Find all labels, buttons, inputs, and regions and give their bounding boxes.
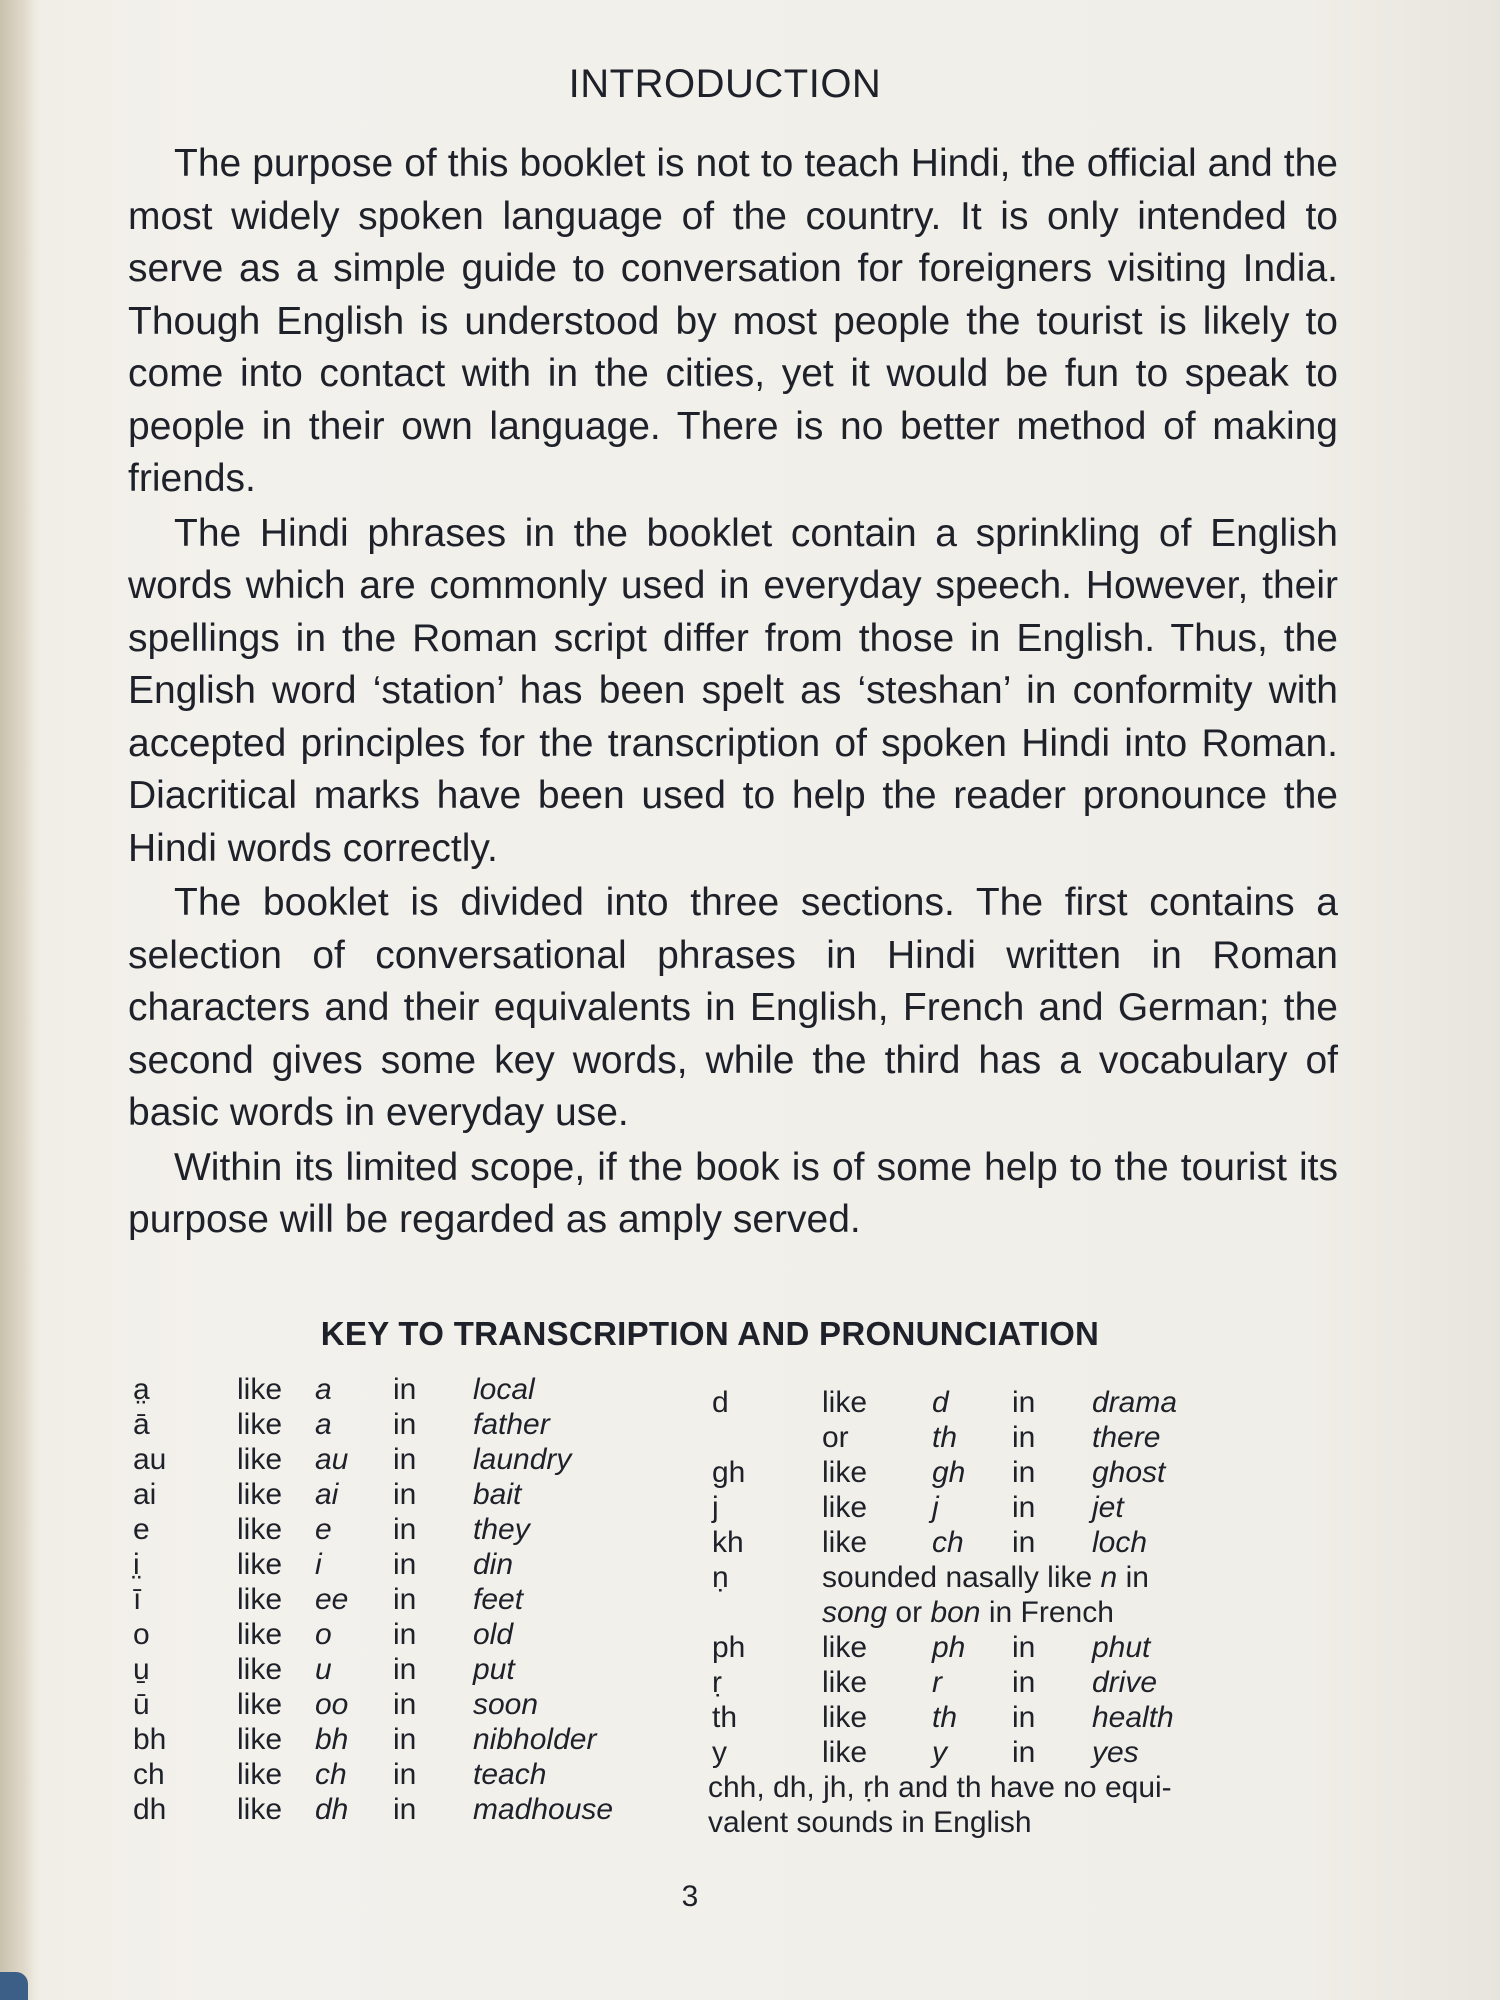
key-example: y — [932, 1736, 947, 1769]
key-example: ee — [315, 1583, 349, 1616]
key-footnote-line: valent sounds in English — [708, 1806, 1032, 1839]
key-like: like — [237, 1583, 283, 1616]
key-example: ch — [932, 1526, 964, 1559]
key-like: like — [822, 1526, 868, 1559]
key-in: in — [1012, 1526, 1036, 1559]
key-in: in — [393, 1793, 417, 1826]
key-word: nibholder — [473, 1723, 597, 1756]
key-in: in — [1012, 1456, 1036, 1489]
key-example: au — [315, 1443, 349, 1476]
key-in: in — [1012, 1386, 1036, 1419]
key-symbol: a̤ — [133, 1373, 150, 1406]
key-note-example: n — [1100, 1561, 1118, 1594]
key-in: in — [393, 1443, 417, 1476]
key-example: gh — [932, 1456, 966, 1489]
key-example: o — [315, 1618, 332, 1651]
key-word: they — [473, 1513, 530, 1546]
key-word: yes — [1092, 1736, 1139, 1769]
paragraph-purpose: The purpose of this booklet is not to teach Hindi, the official and the most widely spoken language of the country. It is only intended to serve as a simple guide to conversation for foreigners visiting India. Though English is understood by most people the tourist is likely to come into contact with in the cities, yet it would be fun to speak to people in their own language. There is no better method of making friends. — [128, 142, 1338, 500]
key-in: in — [1012, 1631, 1036, 1664]
key-example: r — [932, 1666, 942, 1699]
key-in: in — [393, 1688, 417, 1721]
key-in: in — [1012, 1491, 1036, 1524]
key-in: in — [393, 1583, 417, 1616]
key-note — [822, 1595, 1114, 1630]
key-like: like — [237, 1443, 283, 1476]
key-symbol: ai — [133, 1478, 157, 1511]
key-note-text: in — [1125, 1561, 1149, 1594]
key-word: bait — [473, 1478, 522, 1511]
key-word: father — [473, 1408, 550, 1441]
key-example: th — [932, 1421, 958, 1454]
page-title: INTRODUCTION — [568, 62, 882, 106]
key-like: like — [822, 1491, 868, 1524]
key-like: like — [237, 1478, 283, 1511]
key-like: like — [822, 1701, 868, 1734]
key-like: like — [237, 1653, 283, 1686]
key-like: like — [237, 1548, 283, 1581]
key-in: in — [393, 1408, 417, 1441]
key-example: bh — [315, 1723, 349, 1756]
key-example: oo — [315, 1688, 349, 1721]
key-symbol: ṛ — [712, 1666, 722, 1699]
key-example: dh — [315, 1793, 349, 1826]
key-symbol: au — [133, 1443, 167, 1476]
key-like: like — [822, 1736, 868, 1769]
paragraph-sections: The booklet is divided into three sections. The first contains a selection of conversational phrases in Hindi written in Roman characters and their equivalents in English, French and German; the second gives some key words, while the third has a vocabulary of basic words in everyday use. — [128, 881, 1338, 1134]
key-in: in — [393, 1478, 417, 1511]
key-in: in — [393, 1723, 417, 1756]
key-symbol: ṇ — [712, 1561, 729, 1594]
key-symbol: o — [133, 1618, 150, 1651]
key-heading: KEY TO TRANSCRIPTION AND PRONUNCIATION — [320, 1315, 1100, 1352]
key-symbol: d — [712, 1386, 729, 1419]
key-in: in — [393, 1618, 417, 1651]
key-example: th — [932, 1701, 958, 1734]
key-like: like — [822, 1456, 868, 1489]
key-like: like — [237, 1688, 283, 1721]
introduction-body — [128, 138, 1338, 1249]
key-symbol: ph — [712, 1631, 746, 1664]
key-in: in — [393, 1513, 417, 1546]
key-word: drive — [1092, 1666, 1158, 1699]
key-example: j — [932, 1491, 939, 1524]
key-example: d — [932, 1386, 949, 1419]
key-like: like — [237, 1793, 283, 1826]
key-like: like — [237, 1723, 283, 1756]
key-word: there — [1092, 1421, 1161, 1454]
key-symbol: ā — [133, 1408, 150, 1441]
key-like: like — [237, 1513, 283, 1546]
key-example: u — [315, 1653, 332, 1686]
key-word: old — [473, 1618, 514, 1651]
key-in: in — [393, 1653, 417, 1686]
key-in: in — [393, 1373, 417, 1406]
key-symbol: u̱ — [133, 1653, 150, 1686]
key-word: jet — [1092, 1491, 1124, 1524]
key-example: e — [315, 1513, 332, 1546]
key-or: or — [822, 1421, 849, 1454]
key-example: a — [315, 1408, 332, 1441]
key-in: in — [393, 1548, 417, 1581]
key-word: laundry — [473, 1443, 572, 1476]
key-word: local — [473, 1373, 535, 1406]
key-note-text: sounded nasally like — [822, 1561, 1093, 1594]
key-like: like — [822, 1631, 868, 1664]
paragraph-scope: Within its limited scope, if the book is of some help to the tourist its purpose will be regarded as amply served. — [128, 1145, 1338, 1241]
key-example: ch — [315, 1758, 347, 1791]
key-word: put — [473, 1653, 515, 1686]
key-in: in — [1012, 1421, 1036, 1454]
key-word: drama — [1092, 1386, 1178, 1419]
key-note-example: song — [822, 1596, 888, 1629]
key-like: like — [822, 1666, 868, 1699]
key-in: in — [1012, 1701, 1036, 1734]
key-note-example: bon — [930, 1596, 981, 1629]
page-number: 3 — [681, 1880, 699, 1913]
key-symbol: i̤ — [133, 1548, 140, 1581]
key-note — [822, 1560, 1149, 1595]
key-word: loch — [1092, 1526, 1148, 1559]
key-note-text: in French — [988, 1596, 1114, 1629]
key-word: feet — [473, 1583, 524, 1616]
binding-edge — [0, 0, 34, 2000]
key-note-text: or — [895, 1596, 923, 1629]
cover-corner — [0, 1972, 28, 2000]
key-footnote-line: chh, dh, jh, ṛh and th have no equi- — [708, 1771, 1172, 1804]
key-example: ph — [932, 1631, 966, 1664]
key-symbol: dh — [133, 1793, 167, 1826]
key-symbol: ī — [133, 1583, 142, 1616]
key-example: a — [315, 1373, 332, 1406]
key-symbol: th — [712, 1701, 738, 1734]
key-in: in — [393, 1758, 417, 1791]
key-example: ai — [315, 1478, 339, 1511]
key-symbol: kh — [712, 1526, 744, 1559]
key-symbol: e — [133, 1513, 150, 1546]
key-word: madhouse — [473, 1793, 614, 1826]
key-symbol: y — [712, 1736, 727, 1769]
key-like: like — [237, 1758, 283, 1791]
key-symbol: ū — [133, 1688, 150, 1721]
key-in: in — [1012, 1666, 1036, 1699]
key-word: soon — [473, 1688, 539, 1721]
key-in: in — [1012, 1736, 1036, 1769]
key-example: i — [315, 1548, 322, 1581]
key-word: health — [1092, 1701, 1174, 1734]
key-word: phut — [1092, 1631, 1151, 1664]
key-word: ghost — [1092, 1456, 1166, 1489]
key-like: like — [822, 1386, 868, 1419]
key-like: like — [237, 1373, 283, 1406]
key-symbol: j — [712, 1491, 719, 1524]
key-symbol: bh — [133, 1723, 167, 1756]
key-like: like — [237, 1408, 283, 1441]
paragraph-hindi-phrases: The Hindi phrases in the booklet contain a sprinkling of English words which are commonly used in everyday speech. However, their spellings in the Roman script differ from those in English. Thus, the English word ‘station’ has been spelt as ‘steshan’ in conformity with accepted principles for the transcription of spoken Hindi into Roman. Diacritical marks have been used to help the reader pronounce the Hindi words correctly. — [128, 511, 1338, 870]
key-word: din — [473, 1548, 514, 1581]
key-word: teach — [473, 1758, 547, 1791]
key-symbol: gh — [712, 1456, 746, 1489]
key-like: like — [237, 1618, 283, 1651]
key-symbol: ch — [133, 1758, 165, 1791]
